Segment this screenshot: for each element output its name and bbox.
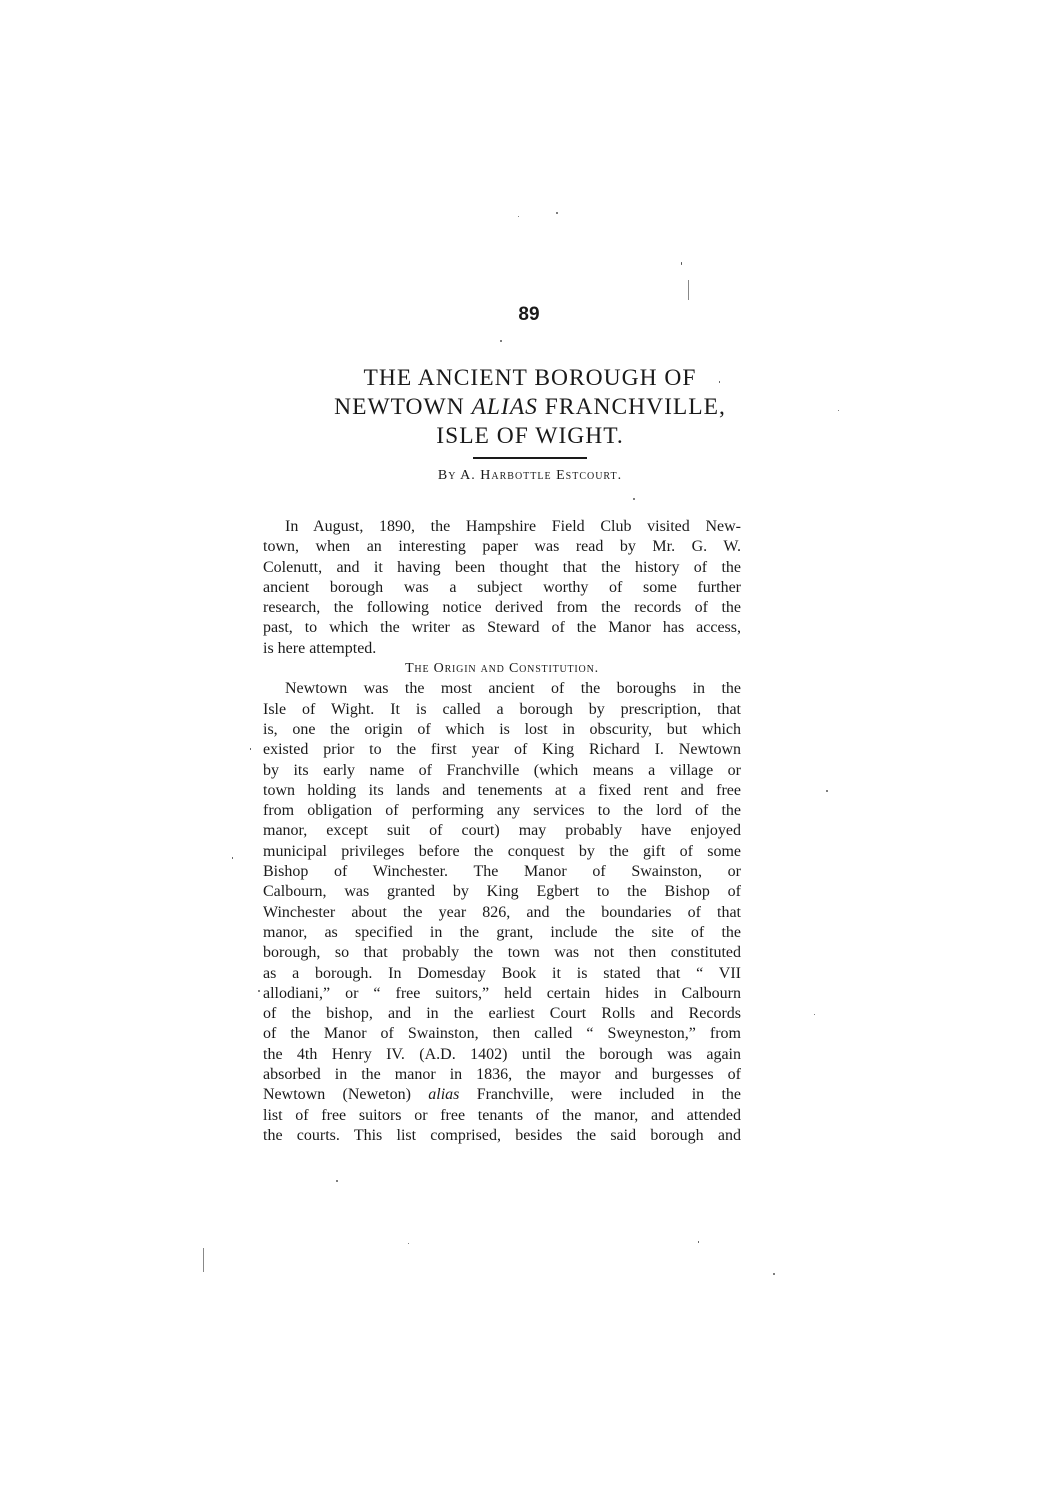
text-line: town, when an interesting paper was read by Mr. G. W. [263, 538, 741, 556]
text-segment: Newtown (Neweton) [263, 1086, 429, 1104]
text-line: past, to which the writer as Steward of the Manor has access, [263, 619, 741, 637]
text-line: borough, so that probably the town was not then constituted [263, 944, 741, 962]
scan-speck [232, 857, 233, 859]
scan-speck [408, 1243, 409, 1244]
text-line: the 4th Henry IV. (A.D. 1402) until the borough was again [263, 1045, 741, 1063]
text-line: manor, as specified in the grant, include the site of the [263, 923, 741, 941]
text-line: In August, 1890, the Hampshire Field Club visited New- [285, 518, 741, 535]
text-line: Colenutt, and it having been thought that the history of the [263, 558, 741, 576]
text-line [263, 1085, 741, 1105]
text-segment: Franchville, were included in the [459, 1086, 742, 1104]
title-text: ALIAS [471, 394, 538, 420]
text-segment: alias [428, 1086, 460, 1104]
section-heading: The Origin and Constitution. [405, 661, 599, 677]
scan-speck [719, 381, 720, 383]
text-line: is, one the origin of which is lost in obscurity, but which [263, 720, 741, 738]
scan-speck [838, 410, 839, 411]
text-line: the courts. This list comprised, besides the said borough and [263, 1126, 741, 1144]
text-line: is here attempted. [263, 639, 377, 657]
title-line [250, 422, 810, 451]
article-body [263, 517, 741, 1146]
scan-speck [826, 790, 828, 792]
scan-speck [814, 1014, 815, 1015]
scan-speck [698, 1241, 699, 1243]
page-number: 89 [518, 304, 540, 325]
text-line: Isle of Wight. It is called a borough by prescription, that [263, 700, 741, 718]
title-line [250, 364, 810, 393]
text-line: manor, except suit of court) may probably have enjoyed [263, 822, 741, 840]
article-title [250, 364, 810, 451]
text-line: Newtown was the most ancient of the boroughs in the [285, 680, 741, 698]
scan-speck [633, 498, 635, 500]
text-line: ancient borough was a subject worthy of some further [263, 578, 741, 596]
text-line: of the bishop, and in the earliest Court Rolls and Records [263, 1005, 741, 1023]
text-line: Bishop of Winchester. The Manor of Swainston, or [263, 863, 741, 881]
text-line: existed prior to the first year of King Richard I. Newtown [263, 741, 741, 759]
title-rule [473, 457, 587, 459]
title-line [250, 393, 810, 422]
text-line: as a borough. In Domesday Book it is stated that “ VII [263, 964, 741, 982]
scan-speck [681, 262, 682, 265]
scan-speck [258, 990, 260, 992]
text-line: Winchester about the year 826, and the boundaries of that [263, 903, 741, 921]
text-line: allodiani,” or “ free suitors,” held certain hides in Calbourn [263, 984, 741, 1002]
scan-speck [688, 280, 689, 300]
text-line: list of free suitors or free tenants of the manor, and attended [263, 1106, 741, 1124]
text-line: absorbed in the manor in 1836, the mayor and burgesses of [263, 1066, 741, 1084]
title-text: THE ANCIENT BOROUGH OF [363, 365, 697, 391]
text-line: municipal privileges before the conquest by the gift of some [263, 842, 741, 860]
scan-speck [500, 340, 502, 342]
scan-speck [250, 748, 251, 750]
text-line: by its early name of Franchville (which means a village or [263, 761, 741, 779]
text-line: from obligation of performing any services to the lord of the [263, 802, 741, 820]
scan-speck [518, 216, 519, 217]
text-line: Calbourn, was granted by King Egbert to the Bishop of [263, 883, 741, 901]
scan-speck [336, 1180, 338, 1182]
scan-speck [556, 212, 558, 214]
title-text: FRANCHVILLE, [537, 394, 726, 420]
text-line: research, the following notice derived from the records of the [263, 599, 741, 617]
title-text: NEWTOWN [334, 394, 472, 420]
text-line: of the Manor of Swainston, then called “ Sweyneston,” from [263, 1025, 741, 1043]
scan-speck [203, 1248, 204, 1272]
title-text: ISLE OF WIGHT. [436, 423, 624, 449]
author-byline: By A. Harbottle Estcourt. [437, 468, 623, 483]
scan-speck [773, 1273, 775, 1275]
text-line: town holding its lands and tenements at a fixed rent and free [263, 781, 741, 799]
